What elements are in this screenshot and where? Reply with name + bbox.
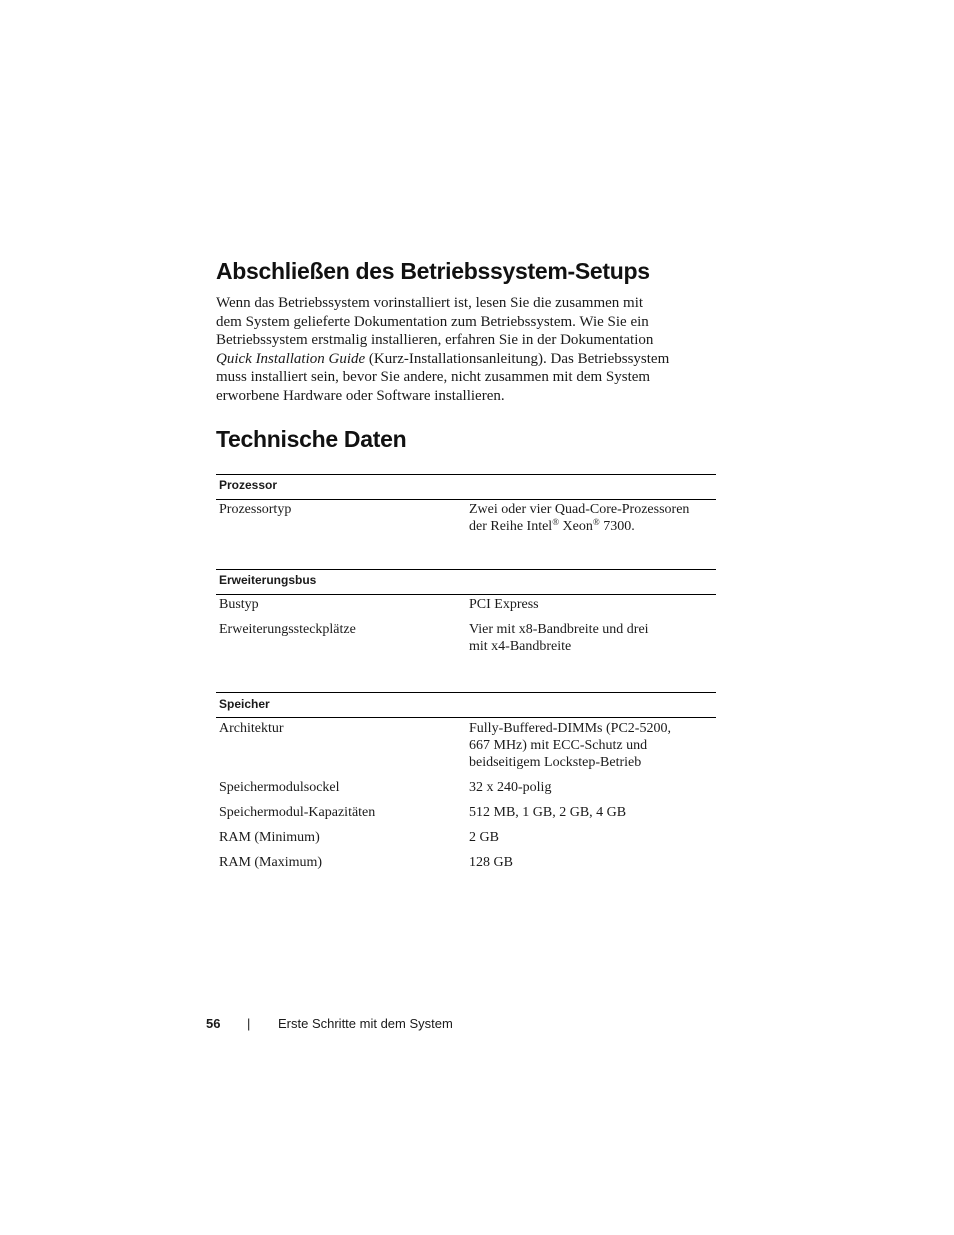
spec-value bbox=[469, 779, 551, 796]
table-rule bbox=[216, 692, 716, 693]
spec-value-line: mit x4-Bandbreite bbox=[469, 639, 572, 654]
table-rule bbox=[216, 717, 716, 718]
spec-label: Bustyp bbox=[219, 597, 259, 612]
paragraph-line: dem System gelieferte Dokumentation zum Betriebssystem. Wie Sie ein bbox=[216, 313, 649, 330]
spec-value bbox=[469, 501, 689, 535]
spec-value bbox=[469, 720, 671, 771]
spec-text: der Reihe Intel bbox=[469, 519, 553, 534]
registered-mark: ® bbox=[592, 517, 600, 527]
spec-label: Erweiterungssteckplätze bbox=[219, 622, 356, 637]
spec-label: Speichermodul-Kapazitäten bbox=[219, 805, 376, 820]
table-rule bbox=[216, 594, 716, 595]
paragraph-line: Wenn das Betriebssystem vorinstalliert ist, lesen Sie die zusammen mit bbox=[216, 295, 644, 311]
spec-text: Xeon bbox=[559, 519, 593, 534]
spec-label: RAM (Maximum) bbox=[219, 855, 323, 870]
spec-value-line: Vier mit x8-Bandbreite und drei bbox=[469, 622, 649, 637]
footer-title: Erste Schritte mit dem System bbox=[278, 1016, 453, 1031]
spec-value bbox=[469, 854, 513, 871]
table-rule bbox=[216, 569, 716, 570]
spec-value-line: 128 GB bbox=[469, 855, 513, 870]
footer-separator: | bbox=[247, 1016, 251, 1031]
spec-value bbox=[469, 829, 499, 846]
registered-mark: ® bbox=[552, 517, 560, 527]
paragraph-line: muss installiert sein, bevor Sie andere, nicht zusammen mit dem System bbox=[216, 369, 651, 386]
page-number: 56 bbox=[206, 1016, 221, 1031]
document-title-italic: Quick Installation Guide bbox=[216, 350, 366, 367]
spec-value-line bbox=[469, 518, 689, 535]
spec-label: RAM (Minimum) bbox=[219, 830, 320, 845]
section-heading-tech: Technische Daten bbox=[216, 426, 407, 452]
setup-paragraph bbox=[216, 294, 706, 406]
spec-value-line: Fully-Buffered-DIMMs (PC2-5200, bbox=[469, 721, 671, 736]
spec-value-line: 512 MB, 1 GB, 2 GB, 4 GB bbox=[469, 805, 627, 820]
paragraph-line bbox=[216, 350, 706, 369]
paragraph-line: erworbene Hardware oder Software installieren. bbox=[216, 387, 505, 404]
spec-value-line: 667 MHz) mit ECC-Schutz und bbox=[469, 738, 648, 753]
spec-label: Architektur bbox=[219, 721, 284, 736]
spec-value-line: 32 x 240-polig bbox=[469, 780, 552, 795]
table-section-title: Erweiterungsbus bbox=[219, 573, 317, 587]
table-rule bbox=[216, 499, 716, 500]
paragraph-line: Betriebssystem erstmalig installieren, erfahren Sie in der Dokumentation bbox=[216, 332, 654, 349]
spec-value-line: PCI Express bbox=[469, 597, 539, 612]
spec-value bbox=[469, 596, 539, 613]
table-section-title: Speicher bbox=[219, 697, 270, 711]
spec-value-line: 2 GB bbox=[469, 830, 499, 845]
table-section-title: Prozessor bbox=[219, 478, 278, 492]
section-heading-setup: Abschließen des Betriebssystem-Setups bbox=[216, 258, 650, 284]
spec-value-line: Zwei oder vier Quad-Core-Prozessoren bbox=[469, 502, 690, 517]
spec-label: Speichermodulsockel bbox=[219, 780, 340, 795]
spec-label: Prozessortyp bbox=[219, 502, 292, 517]
paragraph-text: (Kurz-Installationsanleitung). Das Betriebssystem bbox=[365, 350, 670, 367]
spec-text: 7300. bbox=[599, 519, 635, 534]
spec-value bbox=[469, 621, 649, 655]
spec-value bbox=[469, 804, 626, 821]
spec-value-line: beidseitigem Lockstep-Betrieb bbox=[469, 755, 642, 770]
table-rule bbox=[216, 474, 716, 475]
